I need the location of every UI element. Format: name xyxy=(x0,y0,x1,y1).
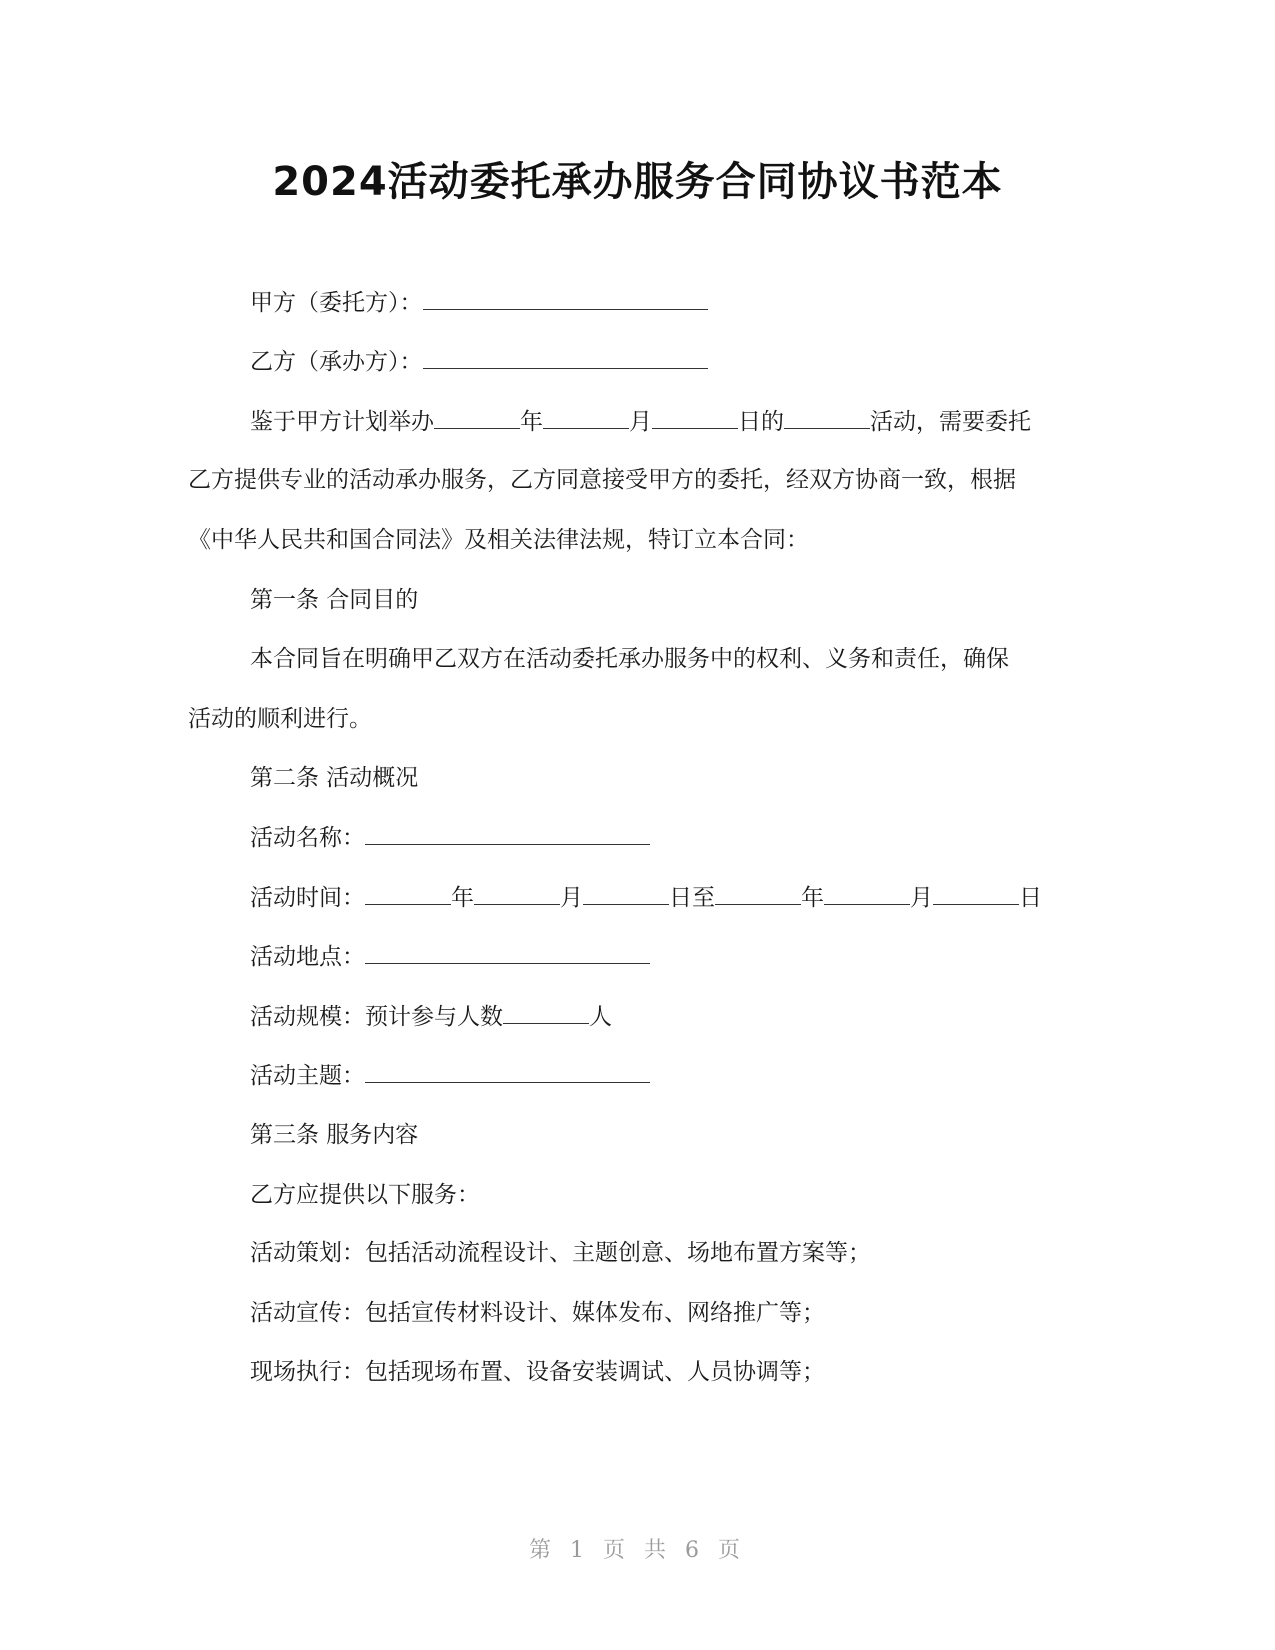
participants-blank xyxy=(503,1001,589,1024)
party-a-line xyxy=(250,287,708,318)
year-label: 年 xyxy=(520,409,543,435)
preamble-line-1 xyxy=(250,406,1031,437)
end-year-label: 年 xyxy=(801,885,824,911)
blank-start-year xyxy=(365,882,451,905)
activity-time-line xyxy=(250,882,1042,913)
activity-name-blank xyxy=(365,822,650,845)
blank-year xyxy=(434,406,520,429)
party-b-blank xyxy=(423,346,708,369)
party-a-label: 甲方（委托方）： xyxy=(250,290,423,316)
service-item-promotion: 活动宣传：包括宣传材料设计、媒体发布、网络推广等； xyxy=(250,1300,825,1326)
service-item-planning: 活动策划：包括活动流程设计、主题创意、场地布置方案等； xyxy=(250,1240,871,1266)
start-day-label: 日至 xyxy=(669,885,715,911)
preamble-text: 鉴于甲方计划举办 xyxy=(250,409,434,435)
blank-day xyxy=(652,406,738,429)
preamble-line-3: 《中华人民共和国合同法》及相关法律法规，特订立本合同： xyxy=(188,527,809,553)
activity-scale-label: 活动规模：预计参与人数 xyxy=(250,1004,503,1030)
end-day-label: 日 xyxy=(1019,885,1042,911)
activity-theme-label: 活动主题： xyxy=(250,1063,365,1089)
article1-line-1: 本合同旨在明确甲乙双方在活动委托承办服务中的权利、义务和责任，确保 xyxy=(250,646,1009,672)
document-title: 2024活动委托承办服务合同协议书范本 xyxy=(272,159,1003,205)
blank-activity xyxy=(784,406,870,429)
page-footer: 第 1 页 共 6 页 xyxy=(529,1538,746,1563)
activity-time-label: 活动时间： xyxy=(250,885,365,911)
blank-end-month xyxy=(824,882,910,905)
service-item-execution: 现场执行：包括现场布置、设备安装调试、人员协调等； xyxy=(250,1359,825,1385)
article1-heading: 第一条 合同目的 xyxy=(250,587,419,613)
blank-start-day xyxy=(583,882,669,905)
activity-place-line xyxy=(250,941,650,972)
article3-heading: 第三条 服务内容 xyxy=(250,1122,419,1148)
article3-intro: 乙方应提供以下服务： xyxy=(250,1182,480,1208)
activity-name-label: 活动名称： xyxy=(250,825,365,851)
blank-end-year xyxy=(715,882,801,905)
month-label: 月 xyxy=(629,409,652,435)
article2-heading: 第二条 活动概况 xyxy=(250,765,419,791)
activity-name-line xyxy=(250,822,650,853)
activity-place-label: 活动地点： xyxy=(250,944,365,970)
preamble-line-2: 乙方提供专业的活动承办服务，乙方同意接受甲方的委托，经双方协商一致，根据 xyxy=(188,467,1016,493)
blank-end-day xyxy=(933,882,1019,905)
blank-month xyxy=(543,406,629,429)
blank-start-month xyxy=(474,882,560,905)
activity-need-text: 活动，需要委托 xyxy=(870,409,1031,435)
article1-line-2: 活动的顺利进行。 xyxy=(188,706,372,732)
party-b-line xyxy=(250,346,708,377)
day-label: 日的 xyxy=(738,409,784,435)
party-a-blank xyxy=(423,287,708,310)
activity-theme-line xyxy=(250,1060,650,1091)
person-unit-label: 人 xyxy=(589,1004,612,1030)
start-year-label: 年 xyxy=(451,885,474,911)
activity-theme-blank xyxy=(365,1060,650,1083)
activity-scale-line xyxy=(250,1001,612,1032)
start-month-label: 月 xyxy=(560,885,583,911)
activity-place-blank xyxy=(365,941,650,964)
party-b-label: 乙方（承办方）： xyxy=(250,349,423,375)
end-month-label: 月 xyxy=(910,885,933,911)
